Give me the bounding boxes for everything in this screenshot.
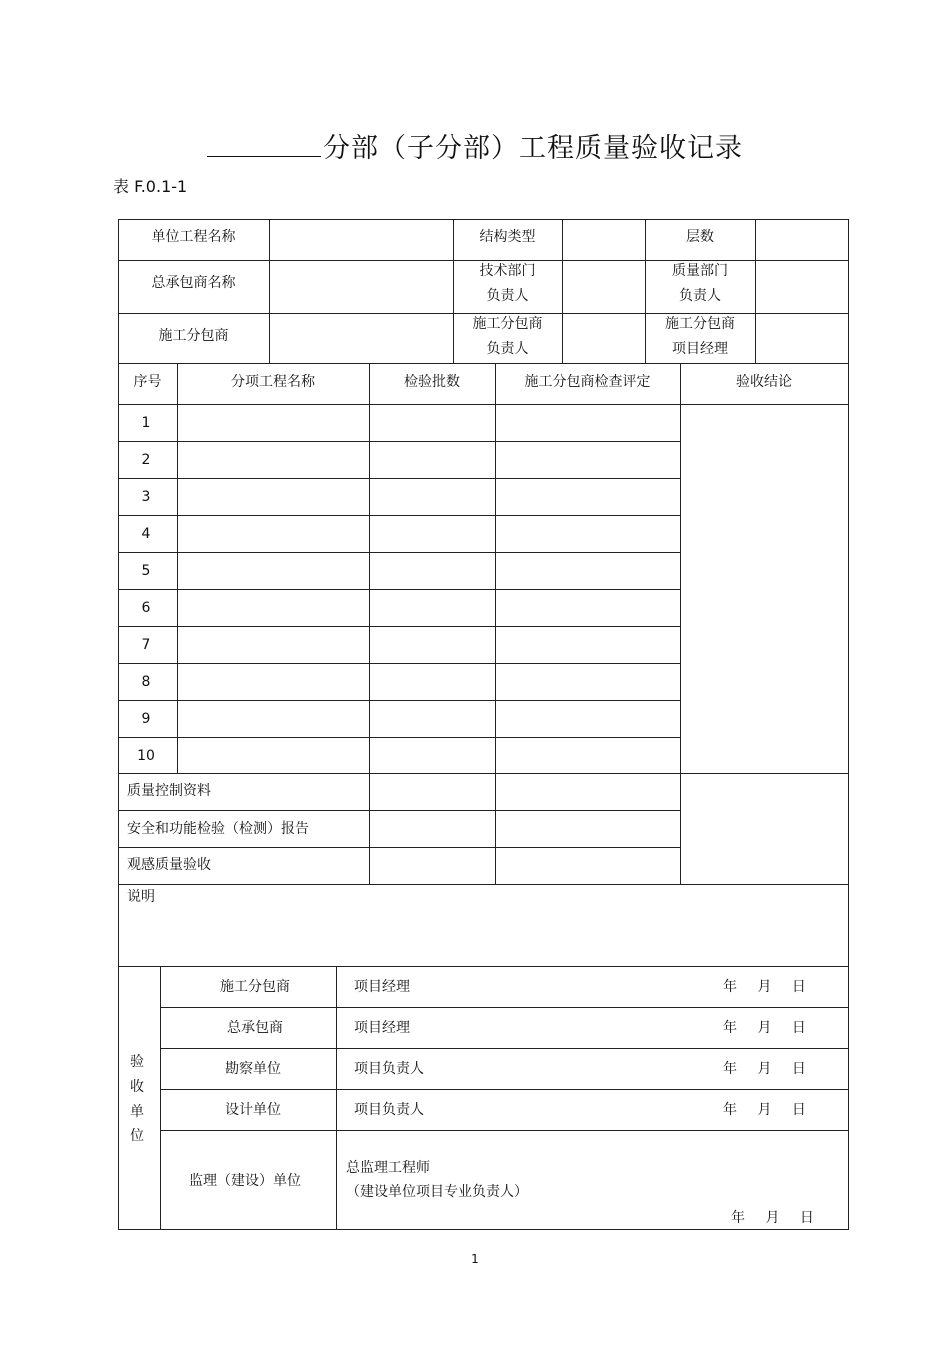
party-design-unit: 设计单位 [225, 1102, 281, 1118]
label-tech-dept-line2: 负责人 [486, 288, 529, 304]
row-number: 7 [141, 637, 151, 653]
vertical-label-char: 单 [130, 1104, 144, 1120]
row-number: 2 [141, 452, 151, 468]
date-subcontractor: 年 月 日 [723, 979, 806, 995]
label-unit-project-name: 单位工程名称 [151, 229, 236, 245]
row-number: 10 [137, 748, 155, 764]
role-supervisor-line2: （建设单位项目专业负责人） [346, 1184, 528, 1200]
row-number: 6 [141, 600, 151, 616]
label-appearance-quality: 观感质量验收 [127, 857, 211, 873]
label-general-contractor: 总承包商名称 [151, 275, 236, 291]
col-header-conclusion: 验收结论 [736, 374, 792, 390]
col-header-item-name: 分项工程名称 [231, 374, 315, 390]
col-header-no: 序号 [133, 374, 162, 390]
date-supervisor: 年 月 日 [731, 1210, 814, 1226]
date-general-contractor: 年 月 日 [723, 1020, 806, 1036]
vertical-label-char: 验 [130, 1054, 144, 1070]
vertical-label-char: 位 [130, 1128, 144, 1144]
label-quality-dept-line1: 质量部门 [672, 263, 728, 279]
party-supervisor: 监理（建设）单位 [189, 1173, 301, 1189]
title-text: 分部（子分部）工程质量验收记录 [323, 133, 743, 164]
row-number: 3 [141, 489, 151, 505]
party-survey-unit: 勘察单位 [225, 1061, 281, 1077]
label-floors: 层数 [686, 229, 714, 245]
col-header-sub-check: 施工分包商检查评定 [524, 374, 651, 390]
row-number: 5 [141, 563, 151, 579]
label-notes: 说明 [127, 889, 155, 905]
col-header-batches: 检验批数 [404, 374, 460, 390]
party-general-contractor: 总承包商 [227, 1020, 283, 1036]
role-supervisor-line1: 总监理工程师 [346, 1160, 430, 1176]
page-number: 1 [471, 1252, 479, 1266]
label-structure-type: 结构类型 [479, 229, 536, 245]
party-subcontractor: 施工分包商 [220, 979, 290, 995]
date-survey-unit: 年 月 日 [723, 1061, 806, 1077]
role-design-unit: 项目负责人 [354, 1102, 424, 1118]
label-sub-head-line1: 施工分包商 [472, 316, 543, 332]
label-sub-head-line2: 负责人 [486, 341, 529, 357]
row-number: 8 [141, 674, 151, 690]
role-survey-unit: 项目负责人 [354, 1061, 424, 1077]
label-tech-dept-line1: 技术部门 [479, 263, 536, 279]
label-quality-control-docs: 质量控制资料 [127, 783, 211, 799]
date-design-unit: 年 月 日 [723, 1102, 806, 1118]
table-number: 表 F.0.1-1 [113, 177, 188, 196]
label-subcontractor: 施工分包商 [158, 328, 229, 344]
label-safety-function-report: 安全和功能检验（检测）报告 [127, 821, 309, 837]
label-quality-dept-line2: 负责人 [679, 288, 721, 304]
row-number: 9 [141, 711, 151, 727]
role-general-contractor: 项目经理 [354, 1020, 410, 1036]
label-sub-pm-line1: 施工分包商 [665, 316, 735, 332]
row-number: 1 [141, 415, 151, 431]
role-subcontractor: 项目经理 [354, 979, 410, 995]
label-sub-pm-line2: 项目经理 [672, 341, 728, 357]
row-number: 4 [141, 526, 151, 542]
vertical-label-char: 收 [130, 1079, 144, 1095]
